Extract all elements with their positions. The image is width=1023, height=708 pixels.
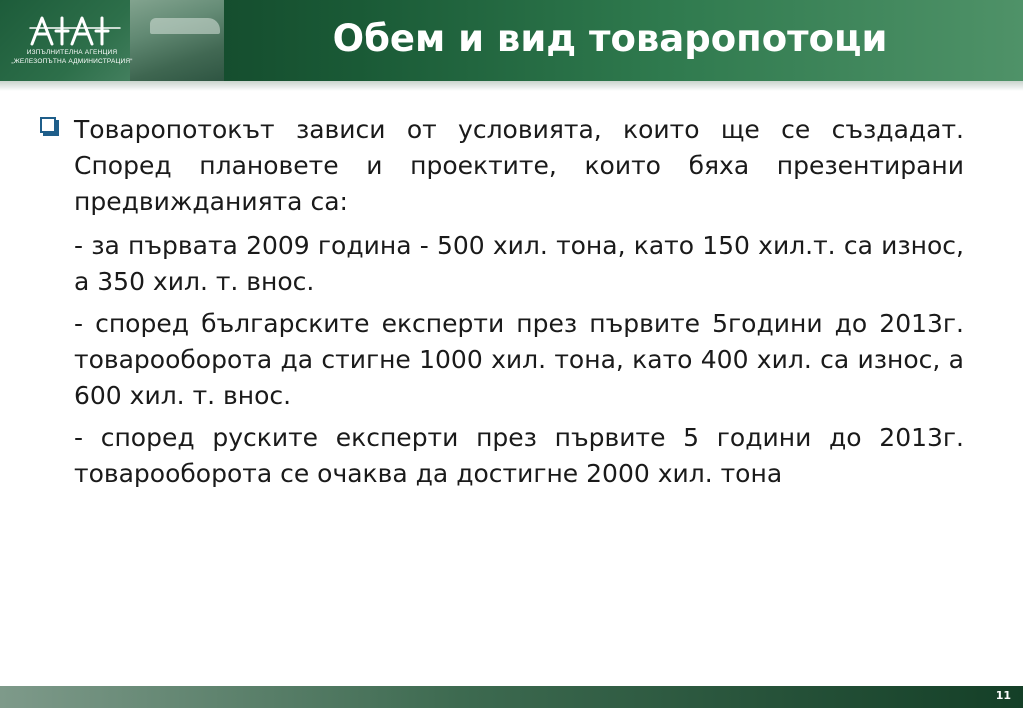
agency-name	[8, 48, 136, 66]
slide-header	[0, 0, 1023, 81]
forecast-item-bulgarian-experts: - според българските експерти през първите 5години до 2013г. товарооборота да стигне 1000 хил. тона, като 400 хил. са износ, а 600 хил. т. внос.	[74, 309, 964, 410]
page-number: 11	[995, 689, 1011, 702]
agency-name-line1: ИЗПЪЛНИТЕЛНА АГЕНЦИЯ	[26, 49, 118, 56]
forecast-item-russian-experts: - според руските експерти през първите 5 години до 2013г. товарооборота се очаква да достигне 2000 хил. тона	[74, 423, 964, 488]
header-shadow-band	[0, 81, 1023, 91]
main-bullet-text: Товаропотокът зависи от условията, които ще се създадат. Според плановете и проектите, които бяха презентирани предвижданията са:	[74, 115, 964, 216]
main-bullet-paragraph	[74, 112, 964, 220]
slide-body	[36, 112, 964, 498]
checkbox-square-icon	[40, 117, 56, 133]
agency-logo-panel	[0, 0, 224, 81]
slide-footer	[0, 686, 1023, 708]
forecast-item-2009: - за първата 2009 година - 500 хил. тона, като 150 хил.т. са износ, а 350 хил. т. внос.	[74, 231, 964, 296]
slide-title: Обем и вид товаропотоци	[332, 17, 888, 60]
agency-logo-icon	[28, 14, 122, 48]
agency-name-line2: „ЖЕЛЕЗОПЪТНА АДМИНИСТРАЦИЯ“	[11, 58, 133, 65]
train-window-shape	[150, 18, 220, 34]
train-image	[130, 0, 224, 81]
